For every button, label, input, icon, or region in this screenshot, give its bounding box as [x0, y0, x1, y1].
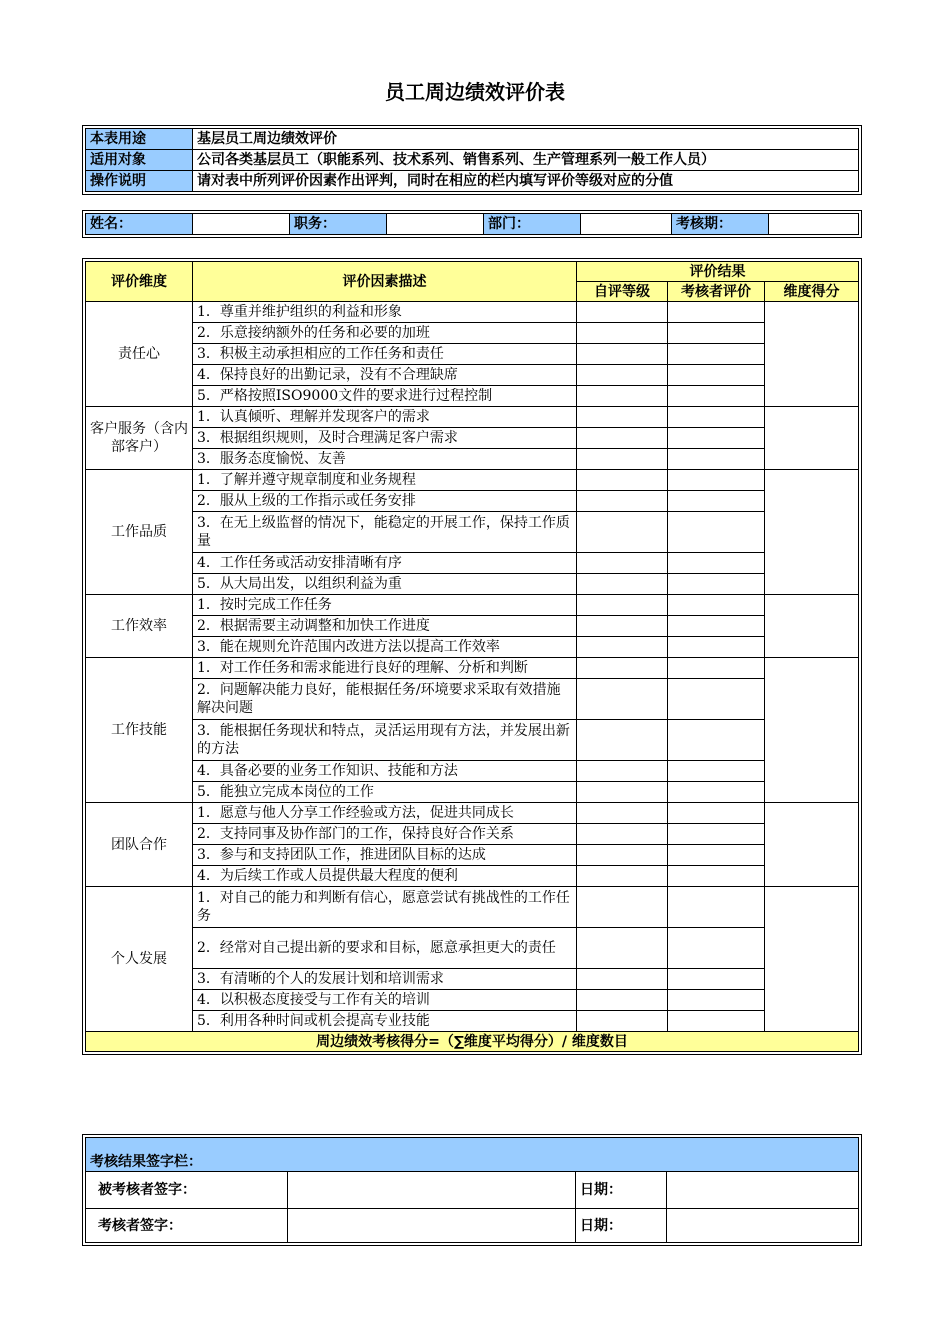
assessor-rating-cell[interactable] [668, 491, 765, 512]
assessor-rating-cell[interactable] [668, 449, 765, 470]
dimension-score-cell[interactable] [765, 407, 859, 470]
self-rating-cell[interactable] [577, 969, 668, 990]
assessor-rating-cell[interactable] [668, 866, 765, 887]
dimension-score-cell[interactable] [765, 658, 859, 803]
self-rating-cell[interactable] [577, 866, 668, 887]
factor-description: 2．服从上级的工作指示或任务安排 [193, 491, 577, 512]
signature-header: 考核结果签字栏： [86, 1138, 859, 1172]
assessor-rating-cell[interactable] [668, 302, 765, 323]
self-rating-cell[interactable] [577, 491, 668, 512]
factor-description: 2．经常对自己提出新的要求和目标，愿意承担更大的责任 [193, 928, 577, 969]
eval-row [86, 302, 859, 323]
eval-row [86, 553, 859, 574]
factor-description: 2．根据需要主动调整和加快工作进度 [193, 616, 577, 637]
header-self: 自评等级 [577, 282, 668, 302]
dimension-score-cell[interactable] [765, 595, 859, 658]
assessor-sign-label: 考核者签字： [86, 1209, 288, 1243]
factor-description: 4．为后续工作或人员提供最大程度的便利 [193, 866, 577, 887]
eval-row [86, 720, 859, 761]
self-rating-cell[interactable] [577, 302, 668, 323]
header-assessor: 考核者评价 [668, 282, 765, 302]
info-value-target: 公司各类基层员工（职能系列、技术系列、销售系列、生产管理系列一般工作人员） [193, 150, 859, 171]
person-table [85, 213, 859, 235]
eval-row [86, 761, 859, 782]
dimension-name: 工作品质 [86, 470, 193, 595]
dimension-score-cell[interactable] [765, 887, 859, 1032]
factor-description: 4．工作任务或活动安排清晰有序 [193, 553, 577, 574]
factor-description: 1．愿意与他人分享工作经验或方法，促进共同成长 [193, 803, 577, 824]
dimension-name: 团队合作 [86, 803, 193, 887]
self-rating-cell[interactable] [577, 845, 668, 866]
name-label: 姓名： [86, 214, 193, 235]
eval-row [86, 386, 859, 407]
info-value-instructions: 请对表中所列评价因素作出评判，同时在相应的栏内填写评价等级对应的分值 [193, 171, 859, 192]
factor-description: 4．以积极态度接受与工作有关的培训 [193, 990, 577, 1011]
self-rating-cell[interactable] [577, 928, 668, 969]
dimension-score-cell[interactable] [765, 302, 859, 407]
period-label: 考核期： [672, 214, 769, 235]
eval-row [86, 491, 859, 512]
eval-row [86, 845, 859, 866]
dimension-name: 客户服务（含内部客户） [86, 407, 193, 470]
factor-description: 1．尊重并维护组织的利益和形象 [193, 302, 577, 323]
assessor-rating-cell[interactable] [668, 365, 765, 386]
assessor-rating-cell[interactable] [668, 887, 765, 928]
assessor-rating-cell[interactable] [668, 679, 765, 720]
dimension-name: 工作效率 [86, 595, 193, 658]
assessor-rating-cell[interactable] [668, 824, 765, 845]
eval-row [86, 470, 859, 491]
factor-description: 1．对工作任务和需求能进行良好的理解、分析和判断 [193, 658, 577, 679]
eval-row [86, 407, 859, 428]
eval-row [86, 323, 859, 344]
assessor-rating-cell[interactable] [668, 761, 765, 782]
period-field[interactable] [769, 214, 859, 235]
eval-row [86, 616, 859, 637]
self-rating-cell[interactable] [577, 658, 668, 679]
self-rating-cell[interactable] [577, 595, 668, 616]
eval-row [86, 344, 859, 365]
factor-description: 5．利用各种时间或机会提高专业技能 [193, 1011, 577, 1032]
eval-row [86, 887, 859, 928]
assessor-rating-cell[interactable] [668, 990, 765, 1011]
assessor-rating-cell[interactable] [668, 782, 765, 803]
factor-description: 4．保持良好的出勤记录，没有不合理缺席 [193, 365, 577, 386]
self-rating-cell[interactable] [577, 803, 668, 824]
factor-description: 3．在无上级监督的情况下，能稳定的开展工作，保持工作质量 [193, 512, 577, 553]
self-rating-cell[interactable] [577, 512, 668, 553]
eval-row [86, 803, 859, 824]
assessor-rating-cell[interactable] [668, 574, 765, 595]
assessee-date-label: 日期： [576, 1172, 667, 1209]
factor-description: 5．严格按照ISO9000文件的要求进行过程控制 [193, 386, 577, 407]
self-rating-cell[interactable] [577, 1011, 668, 1032]
assessor-rating-cell[interactable] [668, 658, 765, 679]
self-rating-cell[interactable] [577, 761, 668, 782]
assessor-rating-cell[interactable] [668, 323, 765, 344]
dept-label: 部门： [484, 214, 581, 235]
info-label-instructions: 操作说明 [86, 171, 193, 192]
evaluation-table [85, 261, 859, 1052]
eval-row [86, 866, 859, 887]
factor-description: 5．能独立完成本岗位的工作 [193, 782, 577, 803]
self-rating-cell[interactable] [577, 782, 668, 803]
factor-description: 5．从大局出发，以组织利益为重 [193, 574, 577, 595]
factor-description: 3．积极主动承担相应的工作任务和责任 [193, 344, 577, 365]
eval-row [86, 574, 859, 595]
factor-description: 1．按时完成工作任务 [193, 595, 577, 616]
page-title: 员工周边绩效评价表 [385, 80, 565, 104]
assessor-date-label: 日期： [576, 1209, 667, 1243]
eval-row [86, 595, 859, 616]
self-rating-cell[interactable] [577, 323, 668, 344]
factor-description: 2．支持同事及协作部门的工作，保持良好合作关系 [193, 824, 577, 845]
assessor-rating-cell[interactable] [668, 803, 765, 824]
info-label-target: 适用对象 [86, 150, 193, 171]
name-field[interactable] [193, 214, 290, 235]
assessor-rating-cell[interactable] [668, 407, 765, 428]
assessor-rating-cell[interactable] [668, 845, 765, 866]
self-rating-cell[interactable] [577, 637, 668, 658]
dimension-name: 责任心 [86, 302, 193, 407]
factor-description: 3．参与和支持团队工作，推进团队目标的达成 [193, 845, 577, 866]
self-rating-cell[interactable] [577, 887, 668, 928]
assessor-rating-cell[interactable] [668, 344, 765, 365]
eval-row [86, 449, 859, 470]
self-rating-cell[interactable] [577, 344, 668, 365]
assessee-date-field[interactable] [667, 1172, 859, 1209]
self-rating-cell[interactable] [577, 449, 668, 470]
dimension-name: 个人发展 [86, 887, 193, 1032]
self-rating-cell[interactable] [577, 553, 668, 574]
dept-field[interactable] [581, 214, 672, 235]
position-label: 职务： [290, 214, 387, 235]
dimension-score-cell[interactable] [765, 470, 859, 595]
eval-row [86, 990, 859, 1011]
header-factor: 评价因素描述 [193, 262, 577, 302]
header-result: 评价结果 [577, 262, 859, 282]
eval-row [86, 969, 859, 990]
factor-description: 3．能根据任务现状和特点，灵活运用现有方法，并发展出新的方法 [193, 720, 577, 761]
factor-description: 4．具备必要的业务工作知识、技能和方法 [193, 761, 577, 782]
self-rating-cell[interactable] [577, 616, 668, 637]
header-score: 维度得分 [765, 282, 859, 302]
self-rating-cell[interactable] [577, 679, 668, 720]
self-rating-cell[interactable] [577, 470, 668, 491]
eval-row [86, 658, 859, 679]
self-rating-cell[interactable] [577, 990, 668, 1011]
eval-row [86, 428, 859, 449]
assessor-date-field[interactable] [667, 1209, 859, 1243]
eval-row [86, 365, 859, 386]
factor-description: 1．认真倾听、理解并发现客户的需求 [193, 407, 577, 428]
header-dimension: 评价维度 [86, 262, 193, 302]
self-rating-cell[interactable] [577, 720, 668, 761]
assessor-rating-cell[interactable] [668, 637, 765, 658]
self-rating-cell[interactable] [577, 407, 668, 428]
factor-description: 2．乐意接纳额外的任务和必要的加班 [193, 323, 577, 344]
dimension-score-cell[interactable] [765, 803, 859, 887]
assessor-rating-cell[interactable] [668, 928, 765, 969]
eval-row [86, 512, 859, 553]
assessor-rating-cell[interactable] [668, 428, 765, 449]
assessor-rating-cell[interactable] [668, 553, 765, 574]
assessee-sign-label: 被考核者签字： [86, 1172, 288, 1209]
assessor-rating-cell[interactable] [668, 595, 765, 616]
assessor-sign-field[interactable] [288, 1209, 576, 1243]
eval-row [86, 928, 859, 969]
info-value-purpose: 基层员工周边绩效评价 [193, 129, 859, 150]
eval-row [86, 637, 859, 658]
factor-description: 3．能在规则允许范围内改进方法以提高工作效率 [193, 637, 577, 658]
self-rating-cell[interactable] [577, 428, 668, 449]
assessor-rating-cell[interactable] [668, 386, 765, 407]
self-rating-cell[interactable] [577, 824, 668, 845]
info-table [85, 128, 859, 192]
assessor-rating-cell[interactable] [668, 969, 765, 990]
eval-row [86, 679, 859, 720]
self-rating-cell[interactable] [577, 574, 668, 595]
factor-description: 1．了解并遵守规章制度和业务规程 [193, 470, 577, 491]
assessor-rating-cell[interactable] [668, 616, 765, 637]
eval-row [86, 1011, 859, 1032]
assessor-rating-cell[interactable] [668, 512, 765, 553]
factor-description: 1．对自己的能力和判断有信心，愿意尝试有挑战性的工作任务 [193, 887, 577, 928]
self-rating-cell[interactable] [577, 365, 668, 386]
assessor-rating-cell[interactable] [668, 720, 765, 761]
signature-table [85, 1137, 859, 1243]
score-formula: 周边绩效考核得分=（∑维度平均得分）/ 维度数目 [86, 1032, 859, 1052]
assessor-rating-cell[interactable] [668, 1011, 765, 1032]
factor-description: 3．有清晰的个人的发展计划和培训需求 [193, 969, 577, 990]
self-rating-cell[interactable] [577, 386, 668, 407]
eval-row [86, 782, 859, 803]
factor-description: 2．问题解决能力良好，能根据任务/环境要求采取有效措施解决问题 [193, 679, 577, 720]
position-field[interactable] [387, 214, 484, 235]
factor-description: 3．根据组织规则，及时合理满足客户需求 [193, 428, 577, 449]
factor-description: 3．服务态度愉悦、友善 [193, 449, 577, 470]
eval-row [86, 824, 859, 845]
dimension-name: 工作技能 [86, 658, 193, 803]
assessee-sign-field[interactable] [288, 1172, 576, 1209]
info-label-purpose: 本表用途 [86, 129, 193, 150]
assessor-rating-cell[interactable] [668, 470, 765, 491]
